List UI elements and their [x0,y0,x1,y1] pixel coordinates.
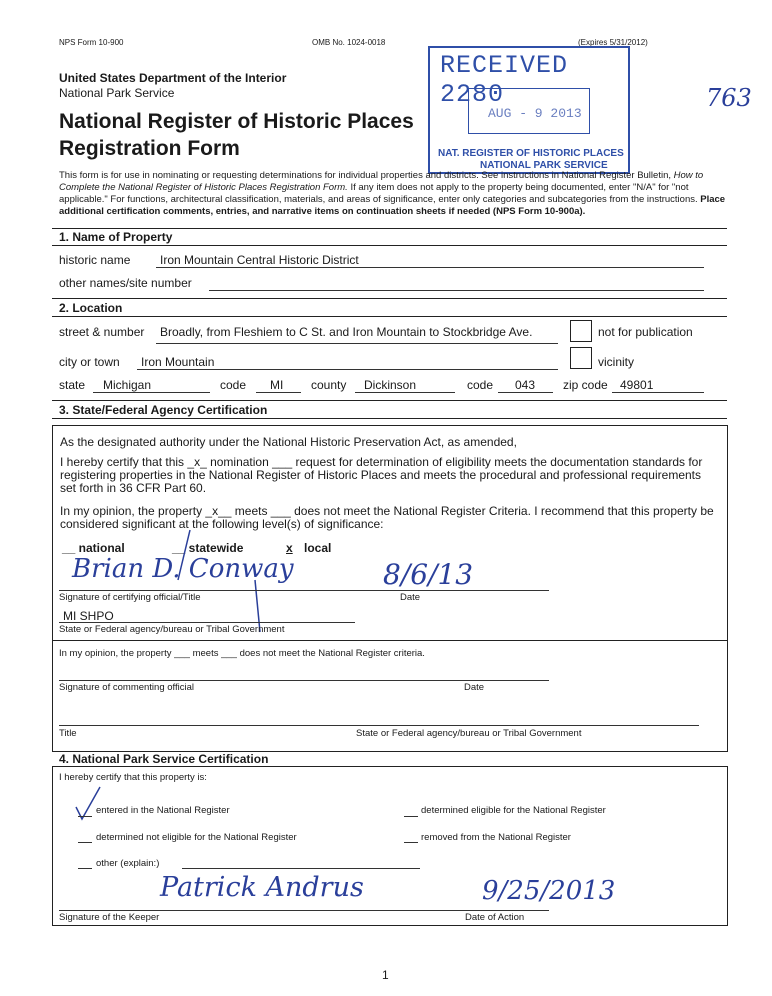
state-code-value[interactable]: MI [270,378,284,392]
commenting-signature-line [59,680,549,681]
zip-field-line [612,392,704,393]
cert-nomination-text: I hereby certify that this _x_ nomination ___ request for determination of eligibility meets the documentation standards for registering properties in the National Register of Historic Places and meets the procedural and professional requirements set forth in 36 CFR Part 60. [60,455,703,495]
certifying-date-label: Date [400,592,421,603]
street-field-line [156,343,558,344]
section3-heading: 3. State/Federal Agency Certification [59,403,268,417]
not-for-publication-checkbox[interactable] [570,320,592,342]
historic-name-field-line [156,267,704,268]
instructions-continuation-note: Place additional certification comments, entries, and narrative items on continuation sheets if needed (NPS Form 10-900a). [59,194,726,217]
certifying-date-handwritten: 8/6/13 [383,558,474,591]
county-label: county [311,378,347,392]
commenting-date-label: Date [464,682,485,693]
agency-field-line [59,622,355,623]
level-local: local [304,541,332,555]
state-label: state [59,378,86,392]
section4-left-border [52,766,53,926]
section3-right-border [727,425,728,752]
section2-heading-rule [52,316,727,317]
commenting-opinion-text: In my opinion, the property ___ meets ___ does not meet the National Register criteria. [59,648,425,659]
city-field-line [137,369,558,370]
not-for-publication-label: not for publication [598,325,693,339]
historic-name-label: historic name [59,253,131,267]
vicinity-label: vicinity [598,355,635,369]
option-entered: entered in the National Register [96,805,230,816]
level-national[interactable]: __ national [62,541,125,555]
other-explain-line[interactable] [182,868,420,869]
stamp-agency-line2: NATIONAL PARK SERVICE [480,160,608,171]
section4-box-bottom [52,925,727,926]
cert-authority-text: As the designated authority under the National Historic Preservation Act, as amended, [60,435,517,449]
keeper-signature-label: Signature of the Keeper [59,912,160,923]
opt1-blank[interactable] [78,816,92,817]
form-title-line1: National Register of Historic Places [59,110,414,133]
option-other: other (explain:) [96,858,160,869]
street-label: street & number [59,325,145,339]
section2-top-rule [52,298,727,299]
instructions-bulletin-title: How to Complete the National Register of Historic Places Registration Form. [59,170,704,193]
historic-name-value[interactable]: Iron Mountain Central Historic District [160,253,359,267]
commenting-title-label: Title [59,728,77,739]
city-label: city or town [59,355,120,369]
commenting-title-line [59,725,699,726]
service-name: National Park Service [59,86,175,100]
street-value[interactable]: Broadly, from Fleshiem to C St. and Iron Mountain to Stockbridge Ave. [160,325,533,339]
cert-opinion-text: In my opinion, the property _x__ meets ___ does not meet the National Register Criteria. I recommend that this property be considered significant at the following level(s) of significance: [60,504,714,531]
section2-heading: 2. Location [59,301,123,315]
opt3-blank[interactable] [78,842,92,843]
received-stamp [428,46,630,174]
opt2-blank[interactable] [404,816,418,817]
keeper-certify-text: I hereby certify that this property is: [59,772,207,783]
action-date-handwritten: 9/25/2013 [482,876,616,906]
agency-label: State or Federal agency/bureau or Tribal Government [59,624,285,635]
section1-heading: 1. Name of Property [59,230,173,244]
keeper-signature: Patrick Andrus [160,872,364,903]
section4-right-border [727,766,728,926]
other-names-label: other names/site number [59,276,192,290]
certifying-signature-line [59,590,549,591]
section4-heading: 4. National Park Service Certification [59,752,269,766]
county-code-value[interactable]: 043 [515,378,536,392]
stamp-received-text: RECEIVED 2280 [440,51,569,109]
stamp-agency-line1: NAT. REGISTER OF HISTORIC PLACES [438,148,624,159]
option-not-eligible: determined not eligible for the National Register [96,832,297,843]
state-value[interactable]: Michigan [103,378,152,392]
section3-heading-rule [52,418,727,419]
city-value[interactable]: Iron Mountain [141,355,215,369]
state-field-line [93,392,210,393]
state-code-label: code [220,378,247,392]
instructions-text: This form is for use in nominating or requesting determinations for individual properties and districts. See instructions in National Register Bulletin, [59,170,674,181]
zip-value[interactable]: 49801 [620,378,654,392]
section3-divider [52,640,727,641]
zip-label: zip code [563,378,608,392]
instructions-text-2: If any item does not apply to the property being documented, enter "N/A" for "not applicable." For functions, architectural classification, materials, and areas of significance, enter only categories and subcategories from the instructions. [59,182,701,205]
section1-heading-rule [52,245,727,246]
level-statewide[interactable]: __ statewide [172,541,244,555]
county-code-field-line [498,392,553,393]
section1-top-rule [52,228,727,229]
keeper-signature-line [59,910,549,911]
section3-top-rule [52,400,727,401]
section3-left-border [52,425,53,752]
agency-value[interactable]: MI SHPO [63,609,114,623]
level-local-mark[interactable]: x [286,541,293,555]
county-code-label: code [467,378,494,392]
certifying-signature: Brian D. Conway [72,554,294,584]
department-name: United States Department of the Interior [59,71,287,85]
commenting-signature-label: Signature of commenting official [59,682,195,693]
expiration-date: (Expires 5/31/2012) [578,38,648,47]
section3-box-top [52,425,727,426]
county-field-line [355,392,455,393]
vicinity-checkbox[interactable] [570,347,592,369]
section4-heading-rule [52,766,727,767]
other-names-field-line [209,290,704,291]
instructions-paragraph [59,170,727,218]
page-number: 1 [382,968,389,982]
option-removed: removed from the National Register [421,832,571,843]
option-determined-eligible: determined eligible for the National Register [421,805,606,816]
certifying-signature-label: Signature of certifying official/Title [59,592,201,603]
opt5-blank[interactable] [78,868,92,869]
county-value[interactable]: Dickinson [364,378,417,392]
commenting-agency-label: State or Federal agency/bureau or Tribal Government [356,728,582,739]
opt4-blank[interactable] [404,842,418,843]
form-number: NPS Form 10-900 [59,38,124,47]
action-date-label: Date of Action [465,912,525,923]
form-title-line2: Registration Form [59,137,240,160]
stamp-date: AUG - 9 2013 [488,106,582,121]
omb-number: OMB No. 1024-0018 [312,38,386,47]
state-code-field-line [256,392,301,393]
handwritten-reference-number: 763 [706,84,752,112]
